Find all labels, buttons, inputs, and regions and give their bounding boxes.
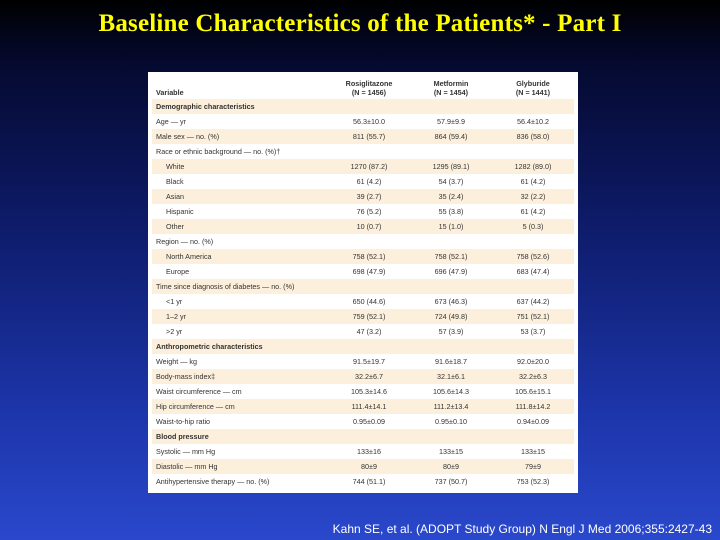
- table-section-row: [152, 429, 574, 444]
- table-row: [152, 129, 574, 144]
- metformin-value: 133±15: [410, 444, 492, 459]
- table-section-row: [152, 339, 574, 354]
- table-row: [152, 384, 574, 399]
- table-row: [152, 474, 574, 489]
- metformin-value: 673 (46.3): [410, 294, 492, 309]
- rosiglitazone-value: [328, 279, 410, 294]
- metformin-value: 91.6±18.7: [410, 354, 492, 369]
- row-label: Body-mass index‡: [152, 369, 328, 384]
- row-label: Black: [152, 174, 328, 189]
- rosiglitazone-value: 811 (55.7): [328, 129, 410, 144]
- glyburide-value: 61 (4.2): [492, 204, 574, 219]
- metformin-value: 54 (3.7): [410, 174, 492, 189]
- header-rosiglitazone-name: Rosiglitazone: [345, 79, 393, 88]
- metformin-value: 80±9: [410, 459, 492, 474]
- metformin-value: [410, 144, 492, 159]
- row-label: Hip circumference — cm: [152, 399, 328, 414]
- glyburide-value: 92.0±20.0: [492, 354, 574, 369]
- rosiglitazone-value: 698 (47.9): [328, 264, 410, 279]
- metformin-value: [410, 234, 492, 249]
- rosiglitazone-value: [328, 234, 410, 249]
- glyburide-value: 105.6±15.1: [492, 384, 574, 399]
- rosiglitazone-value: 61 (4.2): [328, 174, 410, 189]
- metformin-value: [410, 339, 492, 354]
- row-label: Blood pressure: [152, 429, 328, 444]
- table-body: [152, 99, 574, 489]
- rosiglitazone-value: 91.5±19.7: [328, 354, 410, 369]
- table-header: [152, 75, 574, 99]
- glyburide-value: 56.4±10.2: [492, 114, 574, 129]
- glyburide-value: 751 (52.1): [492, 309, 574, 324]
- metformin-value: 57 (3.9): [410, 324, 492, 339]
- metformin-value: 737 (50.7): [410, 474, 492, 489]
- glyburide-value: [492, 339, 574, 354]
- rosiglitazone-value: 758 (52.1): [328, 249, 410, 264]
- table-row: [152, 144, 574, 159]
- glyburide-value: 836 (58.0): [492, 129, 574, 144]
- table-row: [152, 114, 574, 129]
- metformin-value: 15 (1.0): [410, 219, 492, 234]
- rosiglitazone-value: 32.2±6.7: [328, 369, 410, 384]
- table-row: [152, 219, 574, 234]
- rosiglitazone-value: 10 (0.7): [328, 219, 410, 234]
- table-row: [152, 414, 574, 429]
- row-label: Region — no. (%): [152, 234, 328, 249]
- rosiglitazone-value: 0.95±0.09: [328, 414, 410, 429]
- glyburide-value: [492, 429, 574, 444]
- table-row: [152, 174, 574, 189]
- metformin-value: [410, 429, 492, 444]
- table-row: [152, 459, 574, 474]
- glyburide-value: 5 (0.3): [492, 219, 574, 234]
- glyburide-value: 1282 (89.0): [492, 159, 574, 174]
- table-row: [152, 249, 574, 264]
- row-label: North America: [152, 249, 328, 264]
- glyburide-value: [492, 144, 574, 159]
- metformin-value: 864 (59.4): [410, 129, 492, 144]
- row-label: White: [152, 159, 328, 174]
- glyburide-value: [492, 99, 574, 114]
- baseline-table-panel: [148, 72, 578, 493]
- glyburide-value: 637 (44.2): [492, 294, 574, 309]
- citation: Kahn SE, et al. (ADOPT Study Group) N Engl J Med 2006;355:2427-43: [332, 522, 712, 536]
- rosiglitazone-value: 744 (51.1): [328, 474, 410, 489]
- table-row: [152, 324, 574, 339]
- rosiglitazone-value: [328, 144, 410, 159]
- header-metformin-n: (N = 1454): [433, 88, 469, 97]
- rosiglitazone-value: 39 (2.7): [328, 189, 410, 204]
- row-label: Demographic characteristics: [152, 99, 328, 114]
- glyburide-value: [492, 279, 574, 294]
- table-row: [152, 444, 574, 459]
- glyburide-value: 53 (3.7): [492, 324, 574, 339]
- rosiglitazone-value: [328, 99, 410, 114]
- metformin-value: 55 (3.8): [410, 204, 492, 219]
- metformin-value: [410, 99, 492, 114]
- row-label: Anthropometric characteristics: [152, 339, 328, 354]
- rosiglitazone-value: 76 (5.2): [328, 204, 410, 219]
- glyburide-value: 683 (47.4): [492, 264, 574, 279]
- table-row: [152, 264, 574, 279]
- rosiglitazone-value: 105.3±14.6: [328, 384, 410, 399]
- row-label: >2 yr: [152, 324, 328, 339]
- header-variable: Variable: [152, 75, 328, 99]
- rosiglitazone-value: 133±16: [328, 444, 410, 459]
- rosiglitazone-value: 1270 (87.2): [328, 159, 410, 174]
- table-section-row: [152, 99, 574, 114]
- table-row: [152, 234, 574, 249]
- glyburide-value: [492, 234, 574, 249]
- table-row: [152, 159, 574, 174]
- glyburide-value: 61 (4.2): [492, 174, 574, 189]
- glyburide-value: 32 (2.2): [492, 189, 574, 204]
- row-label: <1 yr: [152, 294, 328, 309]
- metformin-value: 1295 (89.1): [410, 159, 492, 174]
- metformin-value: [410, 279, 492, 294]
- row-label: Male sex — no. (%): [152, 129, 328, 144]
- table-row: [152, 189, 574, 204]
- table-row: [152, 279, 574, 294]
- row-label: Asian: [152, 189, 328, 204]
- table-row: [152, 309, 574, 324]
- metformin-value: 758 (52.1): [410, 249, 492, 264]
- rosiglitazone-value: 80±9: [328, 459, 410, 474]
- header-glyburide-name: Glyburide: [516, 79, 550, 88]
- rosiglitazone-value: 111.4±14.1: [328, 399, 410, 414]
- header-rosiglitazone: [328, 75, 410, 99]
- row-label: Weight — kg: [152, 354, 328, 369]
- table-row: [152, 399, 574, 414]
- rosiglitazone-value: 650 (44.6): [328, 294, 410, 309]
- metformin-value: 0.95±0.10: [410, 414, 492, 429]
- metformin-value: 105.6±14.3: [410, 384, 492, 399]
- rosiglitazone-value: [328, 339, 410, 354]
- row-label: Antihypertensive therapy — no. (%): [152, 474, 328, 489]
- metformin-value: 32.1±6.1: [410, 369, 492, 384]
- row-label: Race or ethnic background — no. (%)†: [152, 144, 328, 159]
- header-metformin-name: Metformin: [433, 79, 469, 88]
- rosiglitazone-value: [328, 429, 410, 444]
- rosiglitazone-value: 759 (52.1): [328, 309, 410, 324]
- row-label: Europe: [152, 264, 328, 279]
- metformin-value: 724 (49.8): [410, 309, 492, 324]
- metformin-value: 696 (47.9): [410, 264, 492, 279]
- row-label: Age — yr: [152, 114, 328, 129]
- row-label: Time since diagnosis of diabetes — no. (%): [152, 279, 328, 294]
- row-label: Waist-to-hip ratio: [152, 414, 328, 429]
- row-label: Diastolic — mm Hg: [152, 459, 328, 474]
- row-label: Waist circumference — cm: [152, 384, 328, 399]
- rosiglitazone-value: 56.3±10.0: [328, 114, 410, 129]
- glyburide-value: 79±9: [492, 459, 574, 474]
- metformin-value: 111.2±13.4: [410, 399, 492, 414]
- glyburide-value: 133±15: [492, 444, 574, 459]
- row-label: Systolic — mm Hg: [152, 444, 328, 459]
- table-row: [152, 369, 574, 384]
- metformin-value: 35 (2.4): [410, 189, 492, 204]
- row-label: Other: [152, 219, 328, 234]
- glyburide-value: 111.8±14.2: [492, 399, 574, 414]
- header-metformin: [410, 75, 492, 99]
- row-label: 1–2 yr: [152, 309, 328, 324]
- rosiglitazone-value: 47 (3.2): [328, 324, 410, 339]
- row-label: Hispanic: [152, 204, 328, 219]
- header-glyburide-n: (N = 1441): [515, 88, 551, 97]
- baseline-characteristics-table: [152, 75, 574, 489]
- header-rosiglitazone-n: (N = 1456): [351, 88, 387, 97]
- header-glyburide: [492, 75, 574, 99]
- table-row: [152, 204, 574, 219]
- glyburide-value: 32.2±6.3: [492, 369, 574, 384]
- glyburide-value: 758 (52.6): [492, 249, 574, 264]
- glyburide-value: 0.94±0.09: [492, 414, 574, 429]
- metformin-value: 57.9±9.9: [410, 114, 492, 129]
- table-row: [152, 294, 574, 309]
- slide-title: Baseline Characteristics of the Patients* - Part I: [98, 10, 622, 37]
- table-row: [152, 354, 574, 369]
- glyburide-value: 753 (52.3): [492, 474, 574, 489]
